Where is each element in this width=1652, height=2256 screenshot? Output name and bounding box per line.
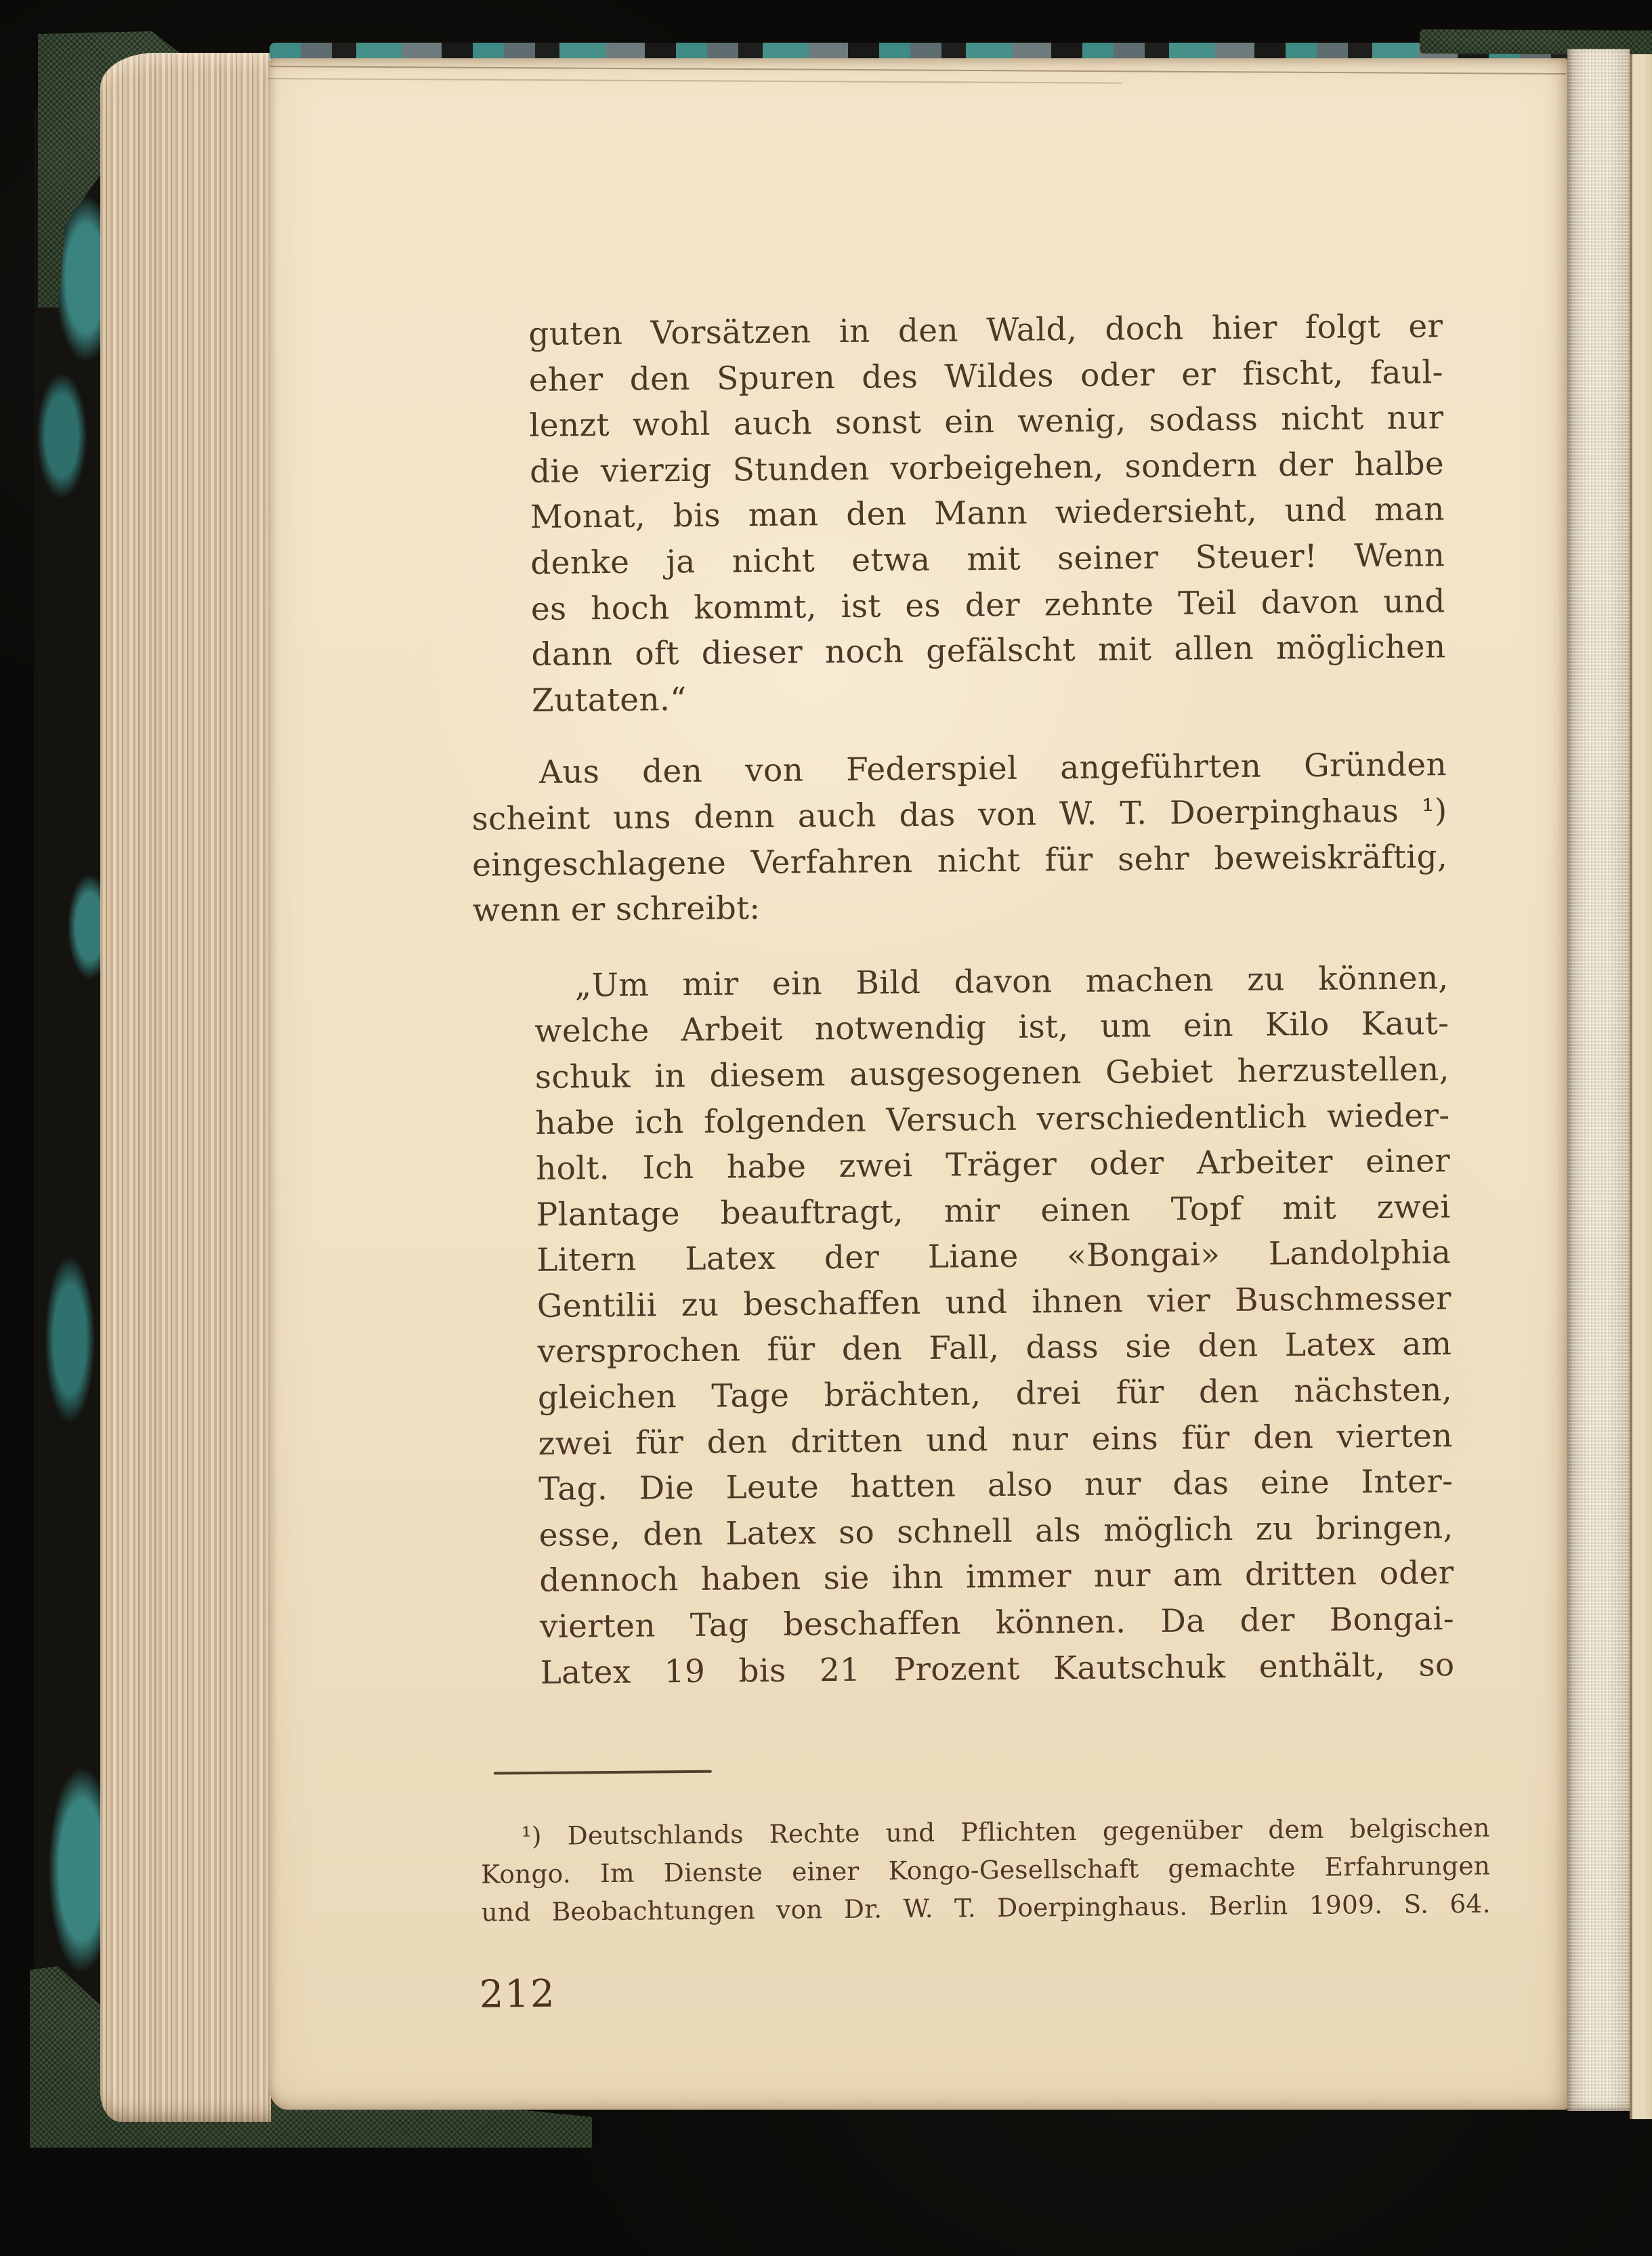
text-line: die vierzig Stunden vorbeigehen, sondern der halbe [529, 444, 1445, 490]
text-line: esse, den Latex so schnell als möglich zu bringen, [538, 1508, 1454, 1554]
quoted-passage-federspiel [528, 304, 1446, 724]
text-line: schuk in diesem ausgesogenen Gebiet herzustellen, [534, 1051, 1450, 1096]
footnote-line: und Beobachtungen von Dr. W. T. Doerpinghaus. Berlin 1909. S. 64. [481, 1888, 1491, 1927]
footnote [480, 1809, 1490, 1931]
text-line: welche Arbeit notwendig ist, um ein Kilo Kaut- [534, 1005, 1449, 1051]
text-line: Gentilii zu beschaffen und ihnen vier Buschmesser [536, 1280, 1452, 1325]
text-line: wenn er schreibt: [472, 890, 761, 929]
text-line: Latex 19 bis 21 Prozent Kautschuk enthält, so [540, 1646, 1455, 1692]
text-line: guten Vorsätzen in den Wald, doch hier folgt er [528, 308, 1443, 353]
text-line: eingeschlagene Verfahren nicht für sehr beweiskräftig, [471, 837, 1448, 884]
footnote-line: Kongo. Im Dienste einer Kongo-Gesellschaft gemachte Erfahrungen [480, 1850, 1491, 1889]
facing-page-edge [1630, 54, 1652, 2119]
text-line: Monat, bis man den Mann wiedersieht, und man [530, 490, 1445, 537]
body-text [467, 304, 1455, 1696]
text-line: scheint uns denn auch das von W. T. Doerpinghaus ¹) [471, 792, 1447, 838]
text-line: lenzt wohl auch sonst ein wenig, sodass nicht nur [529, 399, 1444, 445]
text-line: gleichen Tage brächten, drei für den nächsten, [537, 1371, 1453, 1417]
text-line: versprochen für den Fall, dass sie den Latex am [537, 1325, 1452, 1371]
footnote-line: ¹) Deutschlands Rechte und Pflichten gegenüber dem belgischen [521, 1812, 1490, 1852]
text-line: denke ja nicht etwa mit seiner Steuer! Wenn [530, 537, 1445, 582]
printed-text-layer [259, 53, 1576, 2116]
text-line: Litern Latex der Liane «Bongai» Landolphia [536, 1234, 1452, 1280]
footnote-separator-rule [494, 1770, 712, 1775]
text-line: es hoch kommt, ist es der zehnte Teil davon und [530, 582, 1446, 628]
hinge-cloth-strip [1567, 49, 1630, 2111]
text-line: eher den Spuren des Wildes oder er fischt, faul- [528, 353, 1444, 399]
text-line: zwei für den dritten und nur eins für den vierten [538, 1417, 1453, 1463]
page-edges-stack [100, 53, 271, 2122]
text-line: habe ich folgenden Versuch verschiedentlich wieder- [535, 1096, 1450, 1142]
text-line: dennoch haben sie ihn immer nur am dritten oder [539, 1554, 1454, 1600]
text-line: Zutaten.“ [531, 680, 687, 719]
page-number: 212 [479, 1971, 556, 2017]
text-line: Aus den von Federspiel angeführten Gründen [538, 746, 1447, 792]
quoted-passage-doerpinghaus [534, 955, 1454, 1696]
text-line: vierten Tag beschaffen können. Da der Bongai- [539, 1600, 1455, 1646]
text-line: holt. Ich habe zwei Träger oder Arbeiter einer [535, 1142, 1451, 1188]
paragraph-main [471, 743, 1448, 934]
text-line: dann oft dieser noch gefälscht mit allen möglichen [531, 628, 1446, 674]
text-line: „Um mir ein Bild davon machen zu können, [574, 959, 1449, 1005]
text-line: Plantage beauftragt, mir einen Topf mit zwei [536, 1188, 1451, 1234]
text-line: Tag. Die Leute hatten also nur das eine Inter- [538, 1463, 1454, 1509]
